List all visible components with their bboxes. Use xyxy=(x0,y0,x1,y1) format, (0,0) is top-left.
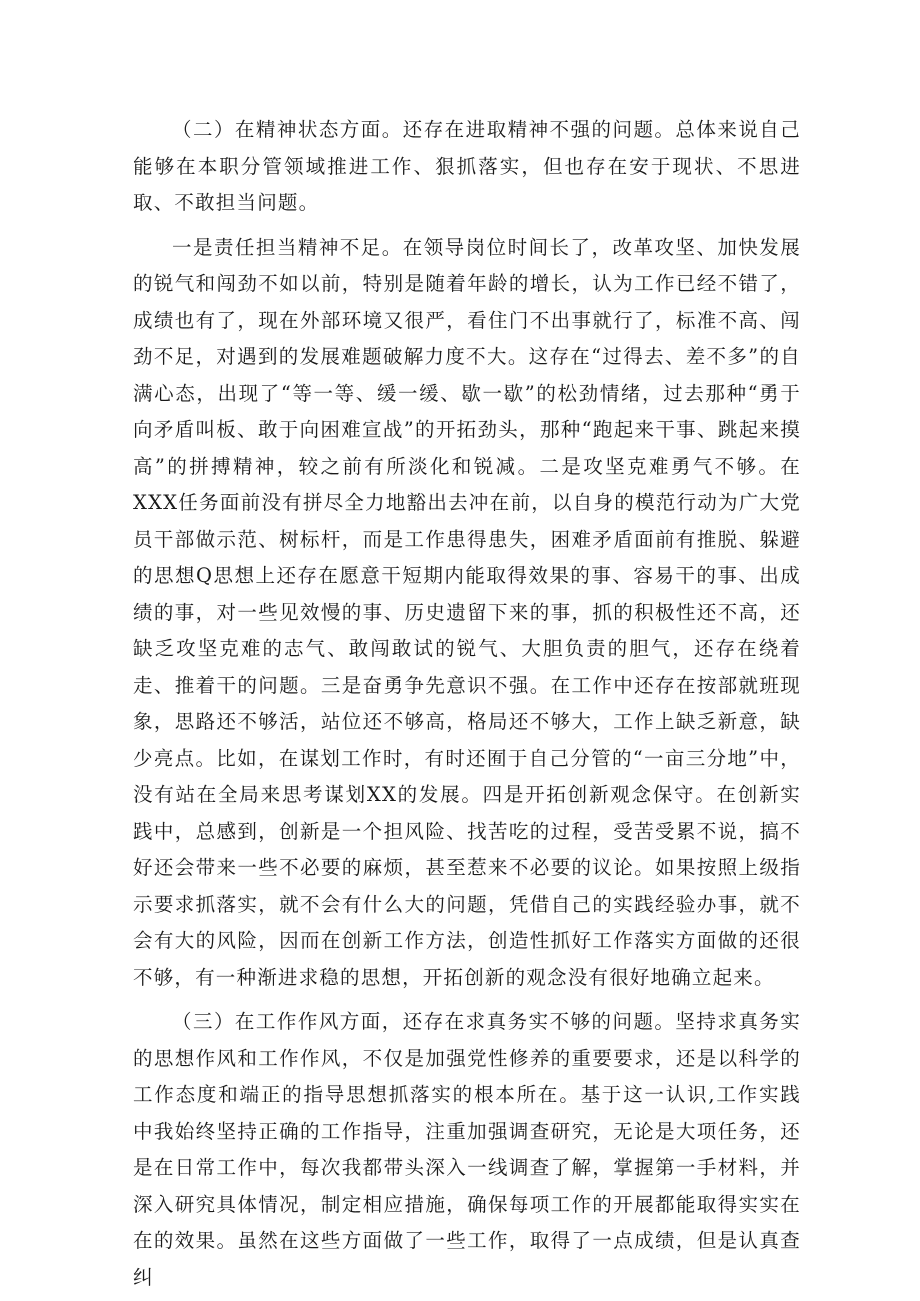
document-body xyxy=(133,112,801,1296)
paragraph-work-style: （三）在工作作风方面，还存在求真务实不够的问题。坚持求真务实的思想作风和工作作风，不仅是加强党性修养的重要要求，还是以科学的工作态度和端正的指导思想抓落实的根本所在。基于这一认识,工作实践中我始终坚持正确的工作指导，注重加强调查研究，无论是大项任务，还是在日常工作中，每次我都带头深入一线调查了解，掌握第一手材料，并深入研究具体情况，制定相应措施，确保每项工作的开展都能取得实实在在的效果。虽然在这些方面做了一些工作，取得了一点成绩，但是认真查纠 xyxy=(133,1010,801,1289)
paragraph-problems-detail: 一是责任担当精神不足。在领导岗位时间长了，改革攻坚、加快发展的锐气和闯劲不如以前，特别是随着年龄的增长，认为工作已经不错了，成绩也有了，现在外部环境又很严，看住门不出事就行了，标准不高、闯劲不足，对遇到的发展难题破解力度不大。这存在“过得去、差不多”的自满心态，出现了“等一等、缓一缓、歇一歇”的松劲情绪，过去那种“勇于向矛盾叫板、敢于向困难宣战”的开拓劲头，那种“跑起来干事、跳起来摸高”的拼搏精神，较之前有所淡化和锐减。二是攻坚克难勇气不够。在XXX任务面前没有拼尽全力地豁出去冲在前，以自身的模范行动为广大党员干部做示范、树标杆，而是工作患得患失，困难矛盾面前有推脱、躲避的思想Q思想上还存在愿意干短期内能取得效果的事、容易干的事、出成绩的事，对一些见效慢的事、历史遗留下来的事，抓的积极性还不高，还缺乏攻坚克难的志气、敢闯敢试的锐气、大胆负责的胆气，还存在绕着走、推着干的问题。三是奋勇争先意识不强。在工作中还存在按部就班现象，思路还不够活，站位还不够高，格局还不够大，工作上缺乏新意，缺少亮点。比如，在谋划工作时，有时还囿于自己分管的“一亩三分地”中，没有站在全局来思考谋划XX的发展。四是开拓创新观念保守。在创新实践中，总感到，创新是一个担风险、找苦吃的过程，受苦受累不说，搞不好还会带来一些不必要的麻烦，甚至惹来不必要的议论。如果按照上级指示要求抓落实，就不会有什么大的问题，凭借自己的实践经验办事，就不会有大的风险，因而在创新工作方法，创造性抓好工作落实方面做的还很不够，有一种渐进求稳的思想，开拓创新的观念没有很好地确立起来。 xyxy=(133,235,801,989)
paragraph-spirit-state: （二）在精神状态方面。还存在进取精神不强的问题。总体来说自己能够在本职分管领域推进工作、狠抓落实，但也存在安于现状、不思进取、不敢担当问题。 xyxy=(133,118,801,214)
